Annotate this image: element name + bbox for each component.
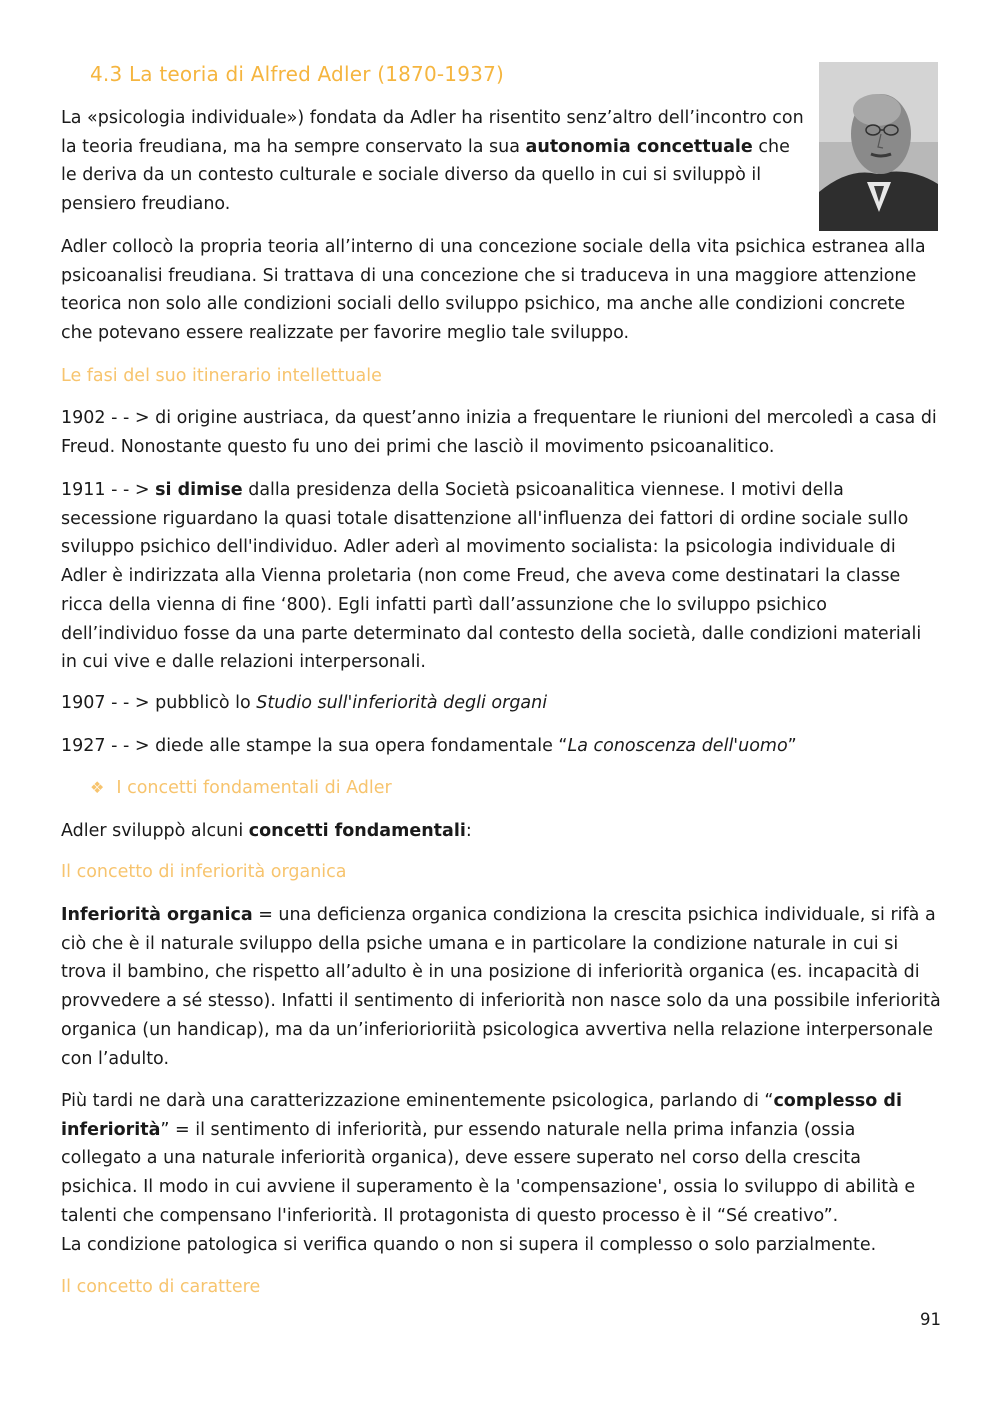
inferiority-complex-paragraph: Più tardi ne darà una caratterizzazione eminentemente psicologica, parlando di “complesso di inferiorità” = il sentimento di inferiorità, pur essendo naturale nella prima infanzia (ossia collegato a una naturale inferiorità organica), deve essere superato nel corso della crescita psichica. Il modo in cui avviene il superamento è la 'compensazione', ossia lo sviluppo di abilità e talenti che compensano l'inferiorità. Il protagonista di questo processo è il “Sé creativo”. La condizione patologica si verifica quando o non si supera il complesso o solo parzialmente. <box>61 1091 916 1255</box>
intro-paragraph: La «psicologia individuale») fondata da Adler ha risentito senz’altro dell’incontro con la teoria freudiana, ma ha sempre conservato la sua autonomia concettuale che le deriva da un contesto culturale e sociale diverso da quello in cui si sviluppò il pensiero freudiano. <box>61 108 804 215</box>
timeline-1902: 1902 - - > di origine austriaca, da quest’anno inizia a frequentare le riunioni del mercoledì a casa di Freud. Nonostante questo fu uno dei primi che lasciò il movimento psicoanalitico. <box>61 408 937 457</box>
timeline-1911: 1911 - - > si dimise dalla presidenza della Società psicoanalitica viennese. I motivi della secessione riguardano la quasi totale disattenzione all'influenza dei fattori di ordine sociale sullo sviluppo psichico dell'individuo. Adler aderì al movimento socialista: la psicologia individuale di Adler è indirizzata alla Vienna proletaria (non come Freud, che aveva come destinatari la classe ricca della vienna di fine ‘800). Egli infatti partì dall’assunzione che lo sviluppo psichico dell’individuo fosse da una parte determinato dal contesto della società, dalle condizioni materiali in cui vive e dalle relazioni interpersonali. <box>61 480 922 673</box>
heading-character: Il concetto di carattere <box>61 1277 261 1297</box>
alfred-adler-portrait <box>819 62 938 231</box>
timeline-1907: 1907 - - > pubblicò lo Studio sull'inferiorità degli organi <box>61 693 548 713</box>
timeline-1927: 1927 - - > diede alle stampe la sua opera fondamentale “La conoscenza dell'uomo” <box>61 736 797 756</box>
section-title: 4.3 La teoria di Alfred Adler (1870-1937) <box>90 62 505 86</box>
social-conception-paragraph: Adler collocò la propria teoria all’interno di una concezione sociale della vita psichica estranea alla psicoanalisi freudiana. Si trattava di una concezione che si traduceva in una maggiore attenzione teorica non solo alle condizioni sociali dello sviluppo psichico, ma anche alle condizioni concrete che potevano essere realizzate per favorire meglio tale sviluppo. <box>61 237 926 344</box>
heading-itinerary: Le fasi del suo itinerario intellettuale <box>61 366 382 386</box>
diamond-bullet-icon: ❖ <box>90 778 105 797</box>
page-number: 91 <box>920 1310 941 1329</box>
concepts-intro: Adler sviluppò alcuni concetti fondamentali: <box>61 821 472 841</box>
organic-inferiority-paragraph: Inferiorità organica = una deficienza organica condiziona la crescita psichica individuale, si rifà a ciò che è il naturale sviluppo della psiche umana e in particolare la condizione naturale in cui si trova il bambino, che rispetto all’adulto è in una posizione di inferiorità organica (es. incapacità di provvedere a sé stesso). Infatti il sentimento di inferiorità non nasce solo da una possibile inferiorità organica (un handicap), ma da un’inferiorioriità psicologica avvertiva nella relazione interpersonale con l’adulto. <box>61 905 941 1069</box>
bullet-heading-concepts: ❖ I concetti fondamentali di Adler <box>90 774 392 803</box>
heading-organic-inferiority: Il concetto di inferiorità organica <box>61 862 347 882</box>
